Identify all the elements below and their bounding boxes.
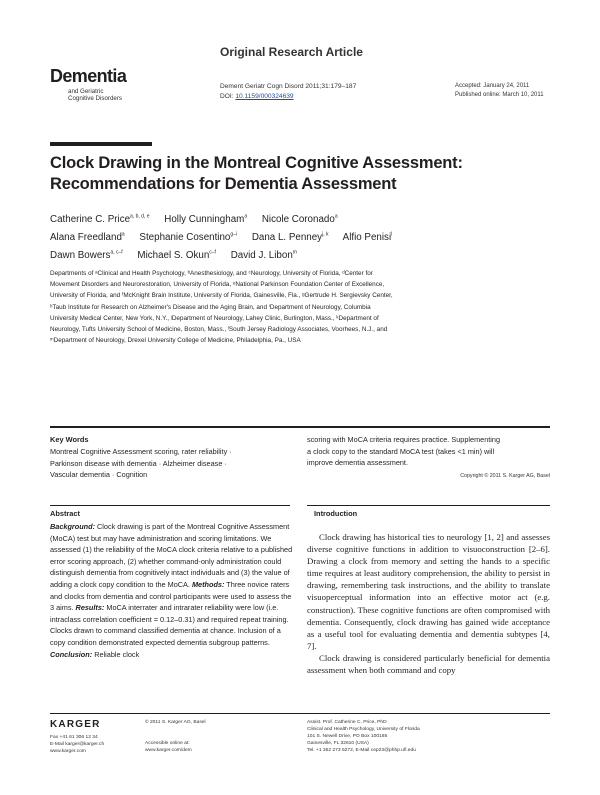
affiliation-line: University of Florida, and ᶠMcKnight Brain Institute, University of Florida, Gainesville, Fla., ᵍGertrude H. Sergievsky Center, xyxy=(50,292,393,300)
author: Dana L. Penney$^{j, k}$ xyxy=(251,231,329,244)
author: Alana Freedland$^a$ xyxy=(50,231,125,244)
abstract-body xyxy=(50,521,295,660)
results-label: Results: xyxy=(75,603,105,613)
author: Catherine C. Price$^{a, b, d, e}$ xyxy=(50,213,150,225)
online-access-url: www.karger.com/dem xyxy=(145,748,192,753)
keyword-line: Montreal Cognitive Assessment scoring, rater reliability · xyxy=(50,447,232,456)
correspondence-line: Clinical and Health Psychology, University of Florida xyxy=(307,727,420,732)
correspondence-line: Assist. Prof. Catherine C. Price, PhD xyxy=(307,720,387,725)
conclusion-label: Conclusion: xyxy=(50,649,93,659)
keyword-line: Parkinson disease with dementia · Alzheimer disease · xyxy=(50,458,227,468)
introduction-body xyxy=(307,531,550,676)
doi-label: DOI: xyxy=(220,92,236,100)
affiliation-line: ʰTaub Institute for Research on Alzheimer's Disease and the Aging Brain, and ⁱDepartment of Neurology, Columbia xyxy=(50,303,371,311)
abstract-continuation xyxy=(307,434,550,469)
publisher-website: www.karger.com xyxy=(50,749,86,754)
background-label: Background: xyxy=(50,522,95,531)
abstract-rule xyxy=(50,505,290,506)
publisher-logo: KARGER xyxy=(50,719,101,730)
author: Michael S. Okun$^{c-f}$ xyxy=(137,250,216,262)
background-text: Clock drawing is part of the Montreal Cognitive Assessment (MoCA) test but may have administration and scoring limitations. We assessed (1) the reliability of the MoCA clock criteria relative to a published error scoring approach, (2) whether command-only administration could distinguish dementia from cognitively intact individuals and (3) the value of adding a clock copy condition to the MoCA. xyxy=(50,522,293,589)
online-access xyxy=(145,740,192,754)
logo-subtitle-line2: Cognitive Disorders xyxy=(68,95,122,102)
results-text: MoCA interrater and intrarater reliability were low (i.e. intraclass correlation coefficient = 0.12–0.31) and required repeat training. Clocks drawn to command classified dementia at chance. Inclusion of a copy condition demonstrated expected dementia subgroup patterns. xyxy=(50,603,289,647)
author-row-3 xyxy=(50,247,550,265)
affiliation-line: Movement Disorders and Neurorestoration, University of Florida, ᵉNational Parkinson Foundation Center of Excellence, xyxy=(50,281,385,289)
intro-paragraph: Clock drawing is considered particularly beneficial for dementia assessment when both command and copy xyxy=(307,652,550,676)
author-row-1 xyxy=(50,211,550,229)
author: Holly Cunningham$^a$ xyxy=(164,213,248,225)
affiliation-line: University Medical Center, New York, N.Y., ʲDepartment of Neurology, Lahey Clinic, Burlington, Mass., ᵏDepartment of xyxy=(50,314,379,322)
keyword-line: Vascular dementia · Cognition xyxy=(50,470,148,480)
title-rule xyxy=(50,142,152,146)
paper-title xyxy=(50,153,550,195)
intro-paragraph: Clock drawing has historical ties to neurology [1, 2] and assesses diverse cognitive functions in addition to visuoconstruction [2–6]. Drawing a clock from memory and setting the hands to a specific time requires at least auditory comprehension, the ability to persist in drawing, remembering task instructions, and the ability to translate visuoperceptual information into an effective motor act (e.g. construction). These cognitive functions are often compromised with dementia. Consequently, clock drawing has gained wide acceptance as a useful tool for evaluating dementia and dementia subtypes [4, 7]. xyxy=(307,532,550,651)
doi-link[interactable]: 10.1159/000324639 xyxy=(235,92,294,100)
affiliation-line: ᵐDepartment of Neurology, Drexel University College of Medicine, Philadelphia, Pa., USA xyxy=(50,337,301,345)
logo-subtitle-line1: and Geriatric xyxy=(68,88,104,95)
affiliations xyxy=(50,268,550,346)
author: Alfio Penisi$^l$ xyxy=(342,231,393,244)
keywords-heading: Key Words xyxy=(50,435,89,444)
doi-line xyxy=(220,92,356,102)
author-row-2 xyxy=(50,229,550,247)
article-type: Original Research Article xyxy=(220,45,363,59)
publisher-email: E-Mail karger@karger.ch xyxy=(50,742,105,747)
methods-label: Methods: xyxy=(191,579,225,589)
correspondence-line: Gainesville, FL 32610 (USA) xyxy=(307,741,369,746)
keywords-list xyxy=(50,446,290,481)
published-date: Published online: March 10, 2011 xyxy=(455,92,544,98)
title-line-1: Clock Drawing in the Montreal Cognitive Assessment: xyxy=(50,154,463,172)
footer-rule xyxy=(50,713,550,714)
author: Nicole Coronado$^a$ xyxy=(261,213,338,225)
methods-text: Three novice raters and clocks from dementia and control participants were used to assess the 3 aims. xyxy=(50,579,292,613)
publication-dates xyxy=(455,82,544,100)
correspondence-address xyxy=(307,719,420,754)
abstract-continuation-line: scoring with MoCA criteria requires practice. Supplementing xyxy=(307,435,501,444)
introduction-heading: Introduction xyxy=(314,509,358,518)
correspondence-line: 101 S. Newell Drive, PO Box 100165 xyxy=(307,734,388,739)
abstract-heading: Abstract xyxy=(50,509,80,518)
copyright-notice: Copyright © 2011 S. Karger AG, Basel xyxy=(460,473,550,479)
abstract-continuation-line: improve dementia assessment. xyxy=(307,458,408,468)
intro-rule xyxy=(307,505,550,506)
correspondence-line: Tel. +1 352 273 5272, E-Mail cep23@phhp.ufl.edu xyxy=(307,748,416,753)
publisher-contact xyxy=(50,734,104,755)
author: Dawn Bowers$^{a, c-f}$ xyxy=(50,250,123,262)
footer-copyright: © 2011 S. Karger AG, Basel xyxy=(145,720,206,725)
affiliation-line: Neurology, Tufts University School of Medicine, Boston, Mass., ˡSouth Jersey Radiology Associates, Voorhees, N.J., and xyxy=(50,326,388,334)
affiliation-line: Departments of ᵃClinical and Health Psychology, ᵇAnesthesiology, and ᶜNeurology, University of Florida, ᵈCenter for xyxy=(50,270,373,277)
abstract-continuation-line: a clock copy to the standard MoCA test (takes <1 min) will xyxy=(307,446,495,456)
journal-logo-subtitle xyxy=(68,88,122,102)
title-line-2: Recommendations for Dementia Assessment xyxy=(50,175,397,193)
journal-citation-block xyxy=(220,82,356,101)
publisher-fax: Fax +41 61 306 12 34 xyxy=(50,735,98,740)
journal-logo: Dementia xyxy=(50,66,127,86)
section-rule xyxy=(50,426,550,428)
accepted-date: Accepted: January 24, 2011 xyxy=(455,83,530,89)
author: Stephanie Cosentino$^{g-i}$ xyxy=(139,231,238,244)
journal-citation: Dement Geriatr Cogn Disord 2011;31:179–187 xyxy=(220,83,357,90)
author-list xyxy=(50,211,550,266)
online-access-label: Accessible online at: xyxy=(145,741,190,746)
author: David J. Libon$^m$ xyxy=(230,250,297,262)
conclusion-text: Reliable clock xyxy=(92,649,140,659)
